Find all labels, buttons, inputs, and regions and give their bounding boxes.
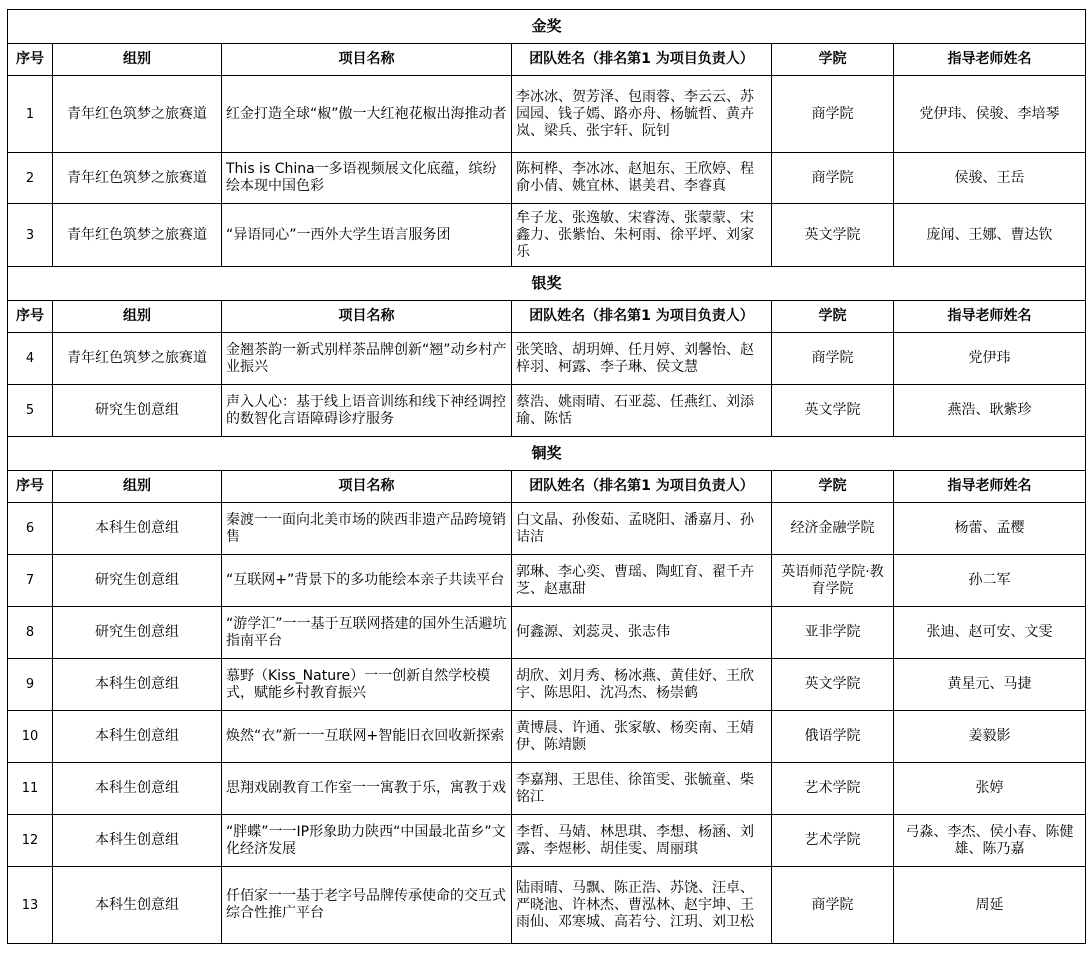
- row-advisor: 党伊玮、侯骏、李培琴: [894, 76, 1086, 153]
- row-group: 本科生创意组: [53, 503, 222, 555]
- table-row: [8, 867, 1086, 944]
- section-title-row: [8, 10, 1086, 44]
- header-team: 团队姓名（排名第1 为项目负责人）: [512, 44, 772, 76]
- row-project: 思翔戏剧教育工作室一一寓教于乐，寓教于戏: [222, 763, 512, 815]
- row-project: 秦渡一一面向北美市场的陕西非遗产品跨境销售: [222, 503, 512, 555]
- row-college: 俄语学院: [772, 711, 894, 763]
- row-college: 商学院: [772, 333, 894, 385]
- header-team: 团队姓名（排名第1 为项目负责人）: [512, 471, 772, 503]
- row-index: 4: [8, 333, 53, 385]
- row-project: 声入人心：基于线上语音训练和线下神经调控的数智化言语障碍诊疗服务: [222, 385, 512, 437]
- table-row: [8, 763, 1086, 815]
- header-project: 项目名称: [222, 471, 512, 503]
- row-advisor: 弓淼、李杰、侯小春、陈健雄、陈乃嘉: [894, 815, 1086, 867]
- row-project: “异语同心”一西外大学生语言服务团: [222, 204, 512, 267]
- row-college: 商学院: [772, 76, 894, 153]
- row-group: 青年红色筑梦之旅赛道: [53, 333, 222, 385]
- row-index: 1: [8, 76, 53, 153]
- table-row: [8, 711, 1086, 763]
- row-college: 亚非学院: [772, 607, 894, 659]
- table-row: [8, 76, 1086, 153]
- table-row: [8, 204, 1086, 267]
- header-group: 组别: [53, 471, 222, 503]
- row-advisor: 孙二军: [894, 555, 1086, 607]
- table-row: [8, 333, 1086, 385]
- row-group: 本科生创意组: [53, 763, 222, 815]
- row-team: 张笑晗、胡玥婵、任月婷、刘馨怡、赵梓羽、柯露、李子琳、侯文慧: [512, 333, 772, 385]
- table-row: [8, 607, 1086, 659]
- row-project: “互联网+”背景下的多功能绘本亲子共读平台: [222, 555, 512, 607]
- row-team: 李冰冰、贺芳泽、包雨蓉、李云云、苏园园、钱子嫣、路亦舟、杨毓哲、黄卉岚、梁兵、张宇轩、阮钊: [512, 76, 772, 153]
- header-group: 组别: [53, 301, 222, 333]
- section-title: 银奖: [8, 267, 1086, 301]
- awards-table-body: [8, 10, 1086, 944]
- row-project: 金翘茶韵一新式别样茶品牌创新“翘”动乡村产业振兴: [222, 333, 512, 385]
- row-index: 2: [8, 153, 53, 204]
- row-advisor: 周延: [894, 867, 1086, 944]
- header-index: 序号: [8, 471, 53, 503]
- row-college: 英语师范学院·教育学院: [772, 555, 894, 607]
- row-project: This is China一多语视频展文化底蕴，缤纷绘本现中国色彩: [222, 153, 512, 204]
- header-advisor: 指导老师姓名: [894, 301, 1086, 333]
- header-advisor: 指导老师姓名: [894, 471, 1086, 503]
- row-team: 李哲、马婧、林思琪、李想、杨涵、刘露、李煜彬、胡佳雯、周丽琪: [512, 815, 772, 867]
- section-title-row: [8, 267, 1086, 301]
- header-project: 项目名称: [222, 301, 512, 333]
- row-index: 10: [8, 711, 53, 763]
- row-college: 经济金融学院: [772, 503, 894, 555]
- row-team: 陈柯桦、李冰冰、赵旭东、王欣婷、程俞小倩、姚宜林、谌美君、李睿真: [512, 153, 772, 204]
- row-advisor: 杨蕾、孟樱: [894, 503, 1086, 555]
- header-row: [8, 44, 1086, 76]
- row-index: 12: [8, 815, 53, 867]
- row-index: 9: [8, 659, 53, 711]
- row-group: 青年红色筑梦之旅赛道: [53, 76, 222, 153]
- row-group: 研究生创意组: [53, 385, 222, 437]
- header-row: [8, 471, 1086, 503]
- row-group: 本科生创意组: [53, 711, 222, 763]
- row-group: 本科生创意组: [53, 867, 222, 944]
- row-college: 商学院: [772, 153, 894, 204]
- row-team: 何鑫源、刘蕊灵、张志伟: [512, 607, 772, 659]
- row-college: 英文学院: [772, 659, 894, 711]
- row-group: 青年红色筑梦之旅赛道: [53, 204, 222, 267]
- row-team: 李嘉翔、王思佳、徐笛雯、张毓童、柴铭江: [512, 763, 772, 815]
- row-project: “胖蝶”一一IP形象助力陕西“中国最北苗乡”文化经济发展: [222, 815, 512, 867]
- row-team: 白文晶、孙俊茹、孟晓阳、潘嘉月、孙诘洁: [512, 503, 772, 555]
- row-project: 红金打造全球“椒”傲一大红袍花椒出海推动者: [222, 76, 512, 153]
- row-college: 英文学院: [772, 385, 894, 437]
- row-team: 胡欣、刘月秀、杨冰燕、黄佳妤、王欣宇、陈思阳、沈冯杰、杨崇鹤: [512, 659, 772, 711]
- table-row: [8, 555, 1086, 607]
- row-team: 蔡浩、姚雨晴、石亚蕊、任燕红、刘添瑜、陈恬: [512, 385, 772, 437]
- header-project: 项目名称: [222, 44, 512, 76]
- row-group: 本科生创意组: [53, 815, 222, 867]
- header-index: 序号: [8, 301, 53, 333]
- row-group: 研究生创意组: [53, 555, 222, 607]
- row-advisor: 党伊玮: [894, 333, 1086, 385]
- header-advisor: 指导老师姓名: [894, 44, 1086, 76]
- row-advisor: 张迪、赵可安、文雯: [894, 607, 1086, 659]
- header-team: 团队姓名（排名第1 为项目负责人）: [512, 301, 772, 333]
- row-advisor: 侯骏、王岳: [894, 153, 1086, 204]
- row-team: 陆雨晴、马飘、陈正浩、苏饶、汪卓、严晓池、许林杰、曹泓林、赵宇坤、王雨仙、邓寒城、高若兮、江玥、刘卫松: [512, 867, 772, 944]
- row-project: 焕然“衣”新一一互联网+智能旧衣回收新探索: [222, 711, 512, 763]
- row-college: 艺术学院: [772, 763, 894, 815]
- header-index: 序号: [8, 44, 53, 76]
- row-advisor: 姜毅影: [894, 711, 1086, 763]
- row-advisor: 燕浩、耿紫珍: [894, 385, 1086, 437]
- row-team: 郭琳、李心奕、曹瑶、陶虹育、翟千卉芝、赵惠甜: [512, 555, 772, 607]
- row-advisor: 黄星元、马捷: [894, 659, 1086, 711]
- row-project: “游学汇”一一基于互联网搭建的国外生活避坑指南平台: [222, 607, 512, 659]
- row-team: 黄博晨、许通、张家敏、杨奕南、王婧伊、陈靖颢: [512, 711, 772, 763]
- awards-table: [7, 9, 1086, 944]
- row-college: 英文学院: [772, 204, 894, 267]
- header-college: 学院: [772, 301, 894, 333]
- row-group: 青年红色筑梦之旅赛道: [53, 153, 222, 204]
- row-group: 研究生创意组: [53, 607, 222, 659]
- header-college: 学院: [772, 471, 894, 503]
- row-index: 8: [8, 607, 53, 659]
- row-advisor: 庞闻、王娜、曹达钦: [894, 204, 1086, 267]
- header-group: 组别: [53, 44, 222, 76]
- row-index: 5: [8, 385, 53, 437]
- table-row: [8, 815, 1086, 867]
- row-advisor: 张婷: [894, 763, 1086, 815]
- row-college: 艺术学院: [772, 815, 894, 867]
- table-row: [8, 659, 1086, 711]
- section-title: 铜奖: [8, 437, 1086, 471]
- row-project: 慕野（Kiss_Nature）一一创新自然学校模式，赋能乡村教育振兴: [222, 659, 512, 711]
- row-index: 3: [8, 204, 53, 267]
- row-index: 13: [8, 867, 53, 944]
- header-college: 学院: [772, 44, 894, 76]
- section-title-row: [8, 437, 1086, 471]
- row-college: 商学院: [772, 867, 894, 944]
- table-row: [8, 153, 1086, 204]
- section-title: 金奖: [8, 10, 1086, 44]
- row-project: 仟佰家一一基于老字号品牌传承使命的交互式综合性推广平台: [222, 867, 512, 944]
- row-group: 本科生创意组: [53, 659, 222, 711]
- row-index: 7: [8, 555, 53, 607]
- row-index: 6: [8, 503, 53, 555]
- table-row: [8, 385, 1086, 437]
- row-team: 牟子龙、张逸敏、宋睿涛、张蒙蒙、宋鑫力、张紫怡、朱柯雨、徐平坪、刘家乐: [512, 204, 772, 267]
- header-row: [8, 301, 1086, 333]
- table-row: [8, 503, 1086, 555]
- row-index: 11: [8, 763, 53, 815]
